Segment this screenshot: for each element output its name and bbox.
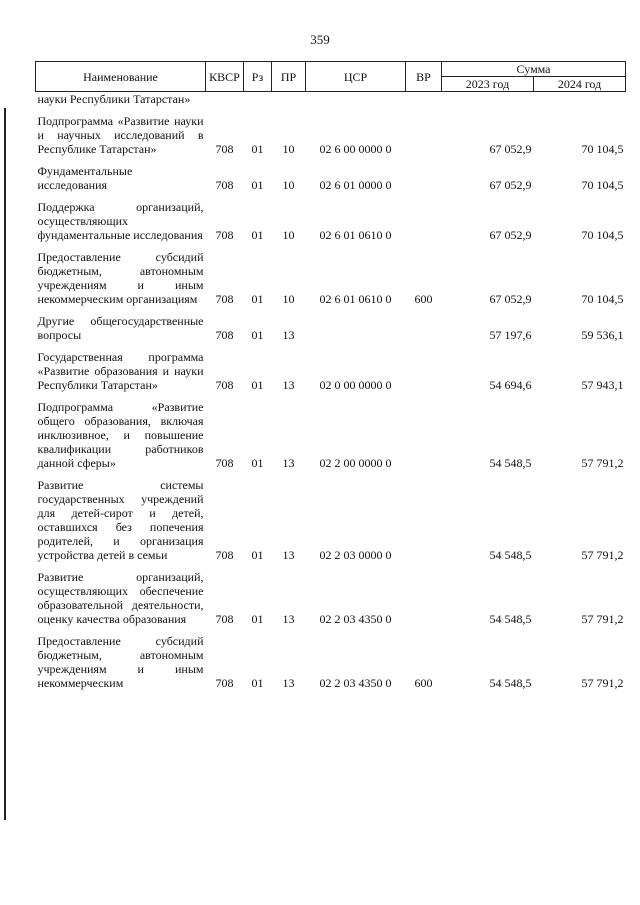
cell-name: Государственная программа «Развитие образования и науки Республики Татарстан»: [37, 350, 204, 392]
cell-y2024: [534, 92, 626, 107]
cell-pr: 10: [282, 292, 295, 306]
cell-vr: [406, 392, 442, 470]
table-row: [36, 470, 626, 562]
cell-y2024: 70 104,5: [581, 142, 624, 156]
cell-pr: 13: [282, 676, 295, 690]
cell-csr: 02 0 00 0000 0: [319, 378, 392, 392]
table-row: [36, 106, 626, 156]
cell-vr: [406, 470, 442, 562]
cell-rz: 01: [251, 328, 264, 342]
cell-vr: [406, 156, 442, 192]
cell-name: Развитие системы государственных учреждений для детей-сирот и детей, оставшихся без попечения родителей, и организация устройства детей в семьи: [37, 478, 204, 562]
table-row: [36, 562, 626, 626]
cell-vr: [406, 306, 442, 342]
cell-rz: 01: [251, 178, 264, 192]
cell-kvsr: 708: [215, 456, 234, 470]
cell-kvsr: [206, 92, 244, 107]
cell-pr: 10: [282, 142, 295, 156]
cell-y2024: 57 791,2: [581, 548, 624, 562]
cell-rz: 01: [251, 612, 264, 626]
cell-csr: [306, 92, 406, 107]
cell-y2023: 54 548,5: [489, 676, 532, 690]
cell-kvsr: 708: [215, 612, 234, 626]
table-row: [36, 156, 626, 192]
cell-vr: 600: [414, 292, 433, 306]
cell-pr: 13: [282, 328, 295, 342]
table-row: [36, 306, 626, 342]
cell-y2023: [442, 92, 534, 107]
cell-rz: 01: [251, 378, 264, 392]
cell-kvsr: 708: [215, 378, 234, 392]
cell-y2023: 54 694,6: [489, 378, 532, 392]
cell-csr: 02 2 03 0000 0: [319, 548, 392, 562]
cell-name: Развитие организаций, осуществляющих обеспечение образовательной деятельности, оценку качества образования: [37, 570, 204, 626]
cell-y2024: 57 791,2: [581, 676, 624, 690]
cell-rz: 01: [251, 676, 264, 690]
cell-y2023: 67 052,9: [489, 178, 532, 192]
header-2023: 2023 год: [442, 77, 534, 92]
header-csr: ЦСР: [306, 62, 406, 92]
table-row: [36, 242, 626, 306]
cell-name: науки Республики Татарстан»: [37, 92, 191, 106]
cell-csr: 02 6 01 0610 0: [319, 292, 392, 306]
cell-name: Другие общегосударственные вопросы: [37, 314, 204, 342]
table-row: [36, 92, 626, 107]
cell-y2023: 57 197,6: [489, 328, 532, 342]
cell-y2023: 67 052,9: [489, 142, 532, 156]
cell-csr: 02 2 00 0000 0: [319, 456, 392, 470]
cell-y2023: 67 052,9: [489, 292, 532, 306]
cell-csr: 02 6 01 0610 0: [319, 228, 392, 242]
table-row: [36, 342, 626, 392]
cell-kvsr: 708: [215, 548, 234, 562]
cell-pr: 13: [282, 456, 295, 470]
cell-kvsr: 708: [215, 676, 234, 690]
cell-y2024: 70 104,5: [581, 178, 624, 192]
header-kvsr: КВСР: [206, 62, 244, 92]
cell-pr: 13: [282, 378, 295, 392]
cell-rz: 01: [251, 456, 264, 470]
cell-rz: 01: [251, 548, 264, 562]
header-vr: ВР: [406, 62, 442, 92]
cell-rz: [244, 92, 272, 107]
cell-csr: [306, 306, 406, 342]
cell-name: Фундаментальные исследования: [37, 164, 133, 192]
header-2024: 2024 год: [534, 77, 626, 92]
cell-name: Поддержка организаций, осуществляющих фундаментальные исследования: [37, 200, 204, 242]
cell-name: Предоставление субсидий бюджетным, автономным учреждениям и иным некоммерческим: [37, 634, 204, 690]
cell-y2023: 67 052,9: [489, 228, 532, 242]
cell-pr: 13: [282, 548, 295, 562]
table-body: [36, 92, 626, 691]
scan-edge-bar: [4, 108, 6, 820]
cell-kvsr: 708: [215, 178, 234, 192]
cell-csr: 02 2 03 4350 0: [319, 676, 392, 690]
header-rz: Рз: [244, 62, 272, 92]
cell-csr: 02 2 03 4350 0: [319, 612, 392, 626]
cell-vr: [406, 342, 442, 392]
cell-vr: [406, 192, 442, 242]
cell-rz: 01: [251, 292, 264, 306]
cell-kvsr: 708: [215, 292, 234, 306]
cell-y2024: 70 104,5: [581, 292, 624, 306]
cell-y2024: 70 104,5: [581, 228, 624, 242]
cell-pr: 10: [282, 178, 295, 192]
cell-kvsr: 708: [215, 142, 234, 156]
cell-y2023: 54 548,5: [489, 612, 532, 626]
cell-csr: 02 6 01 0000 0: [319, 178, 392, 192]
cell-y2024: 57 943,1: [581, 378, 624, 392]
budget-table: [35, 61, 626, 690]
header-pr: ПР: [272, 62, 306, 92]
cell-y2023: 54 548,5: [489, 456, 532, 470]
cell-y2023: 54 548,5: [489, 548, 532, 562]
header-sum: Сумма: [442, 62, 626, 77]
header-name: Наименование: [36, 62, 206, 92]
cell-name: Подпрограмма «Развитие науки и научных исследований в Республике Татарстан»: [37, 114, 204, 156]
cell-csr: 02 6 00 0000 0: [319, 142, 392, 156]
cell-vr: 600: [414, 676, 433, 690]
page-number: 359: [310, 32, 330, 47]
cell-name: Предоставление субсидий бюджетным, автономным учреждениям и иным некоммерческим организациям: [37, 250, 204, 306]
cell-vr: [406, 562, 442, 626]
table-row: [36, 192, 626, 242]
table-row: [36, 392, 626, 470]
cell-rz: 01: [251, 142, 264, 156]
cell-pr: [272, 92, 306, 107]
cell-pr: 13: [282, 612, 295, 626]
cell-rz: 01: [251, 228, 264, 242]
cell-y2024: 57 791,2: [581, 612, 624, 626]
cell-name: Подпрограмма «Развитие общего образования, включая инклюзивное, и повышение квалификации работников данной сферы»: [37, 400, 204, 470]
cell-vr: [406, 92, 442, 107]
cell-vr: [406, 106, 442, 156]
cell-kvsr: 708: [215, 228, 234, 242]
table-row: [36, 626, 626, 690]
cell-y2024: 59 536,1: [581, 328, 624, 342]
cell-y2024: 57 791,2: [581, 456, 624, 470]
cell-pr: 10: [282, 228, 295, 242]
cell-kvsr: 708: [215, 328, 234, 342]
